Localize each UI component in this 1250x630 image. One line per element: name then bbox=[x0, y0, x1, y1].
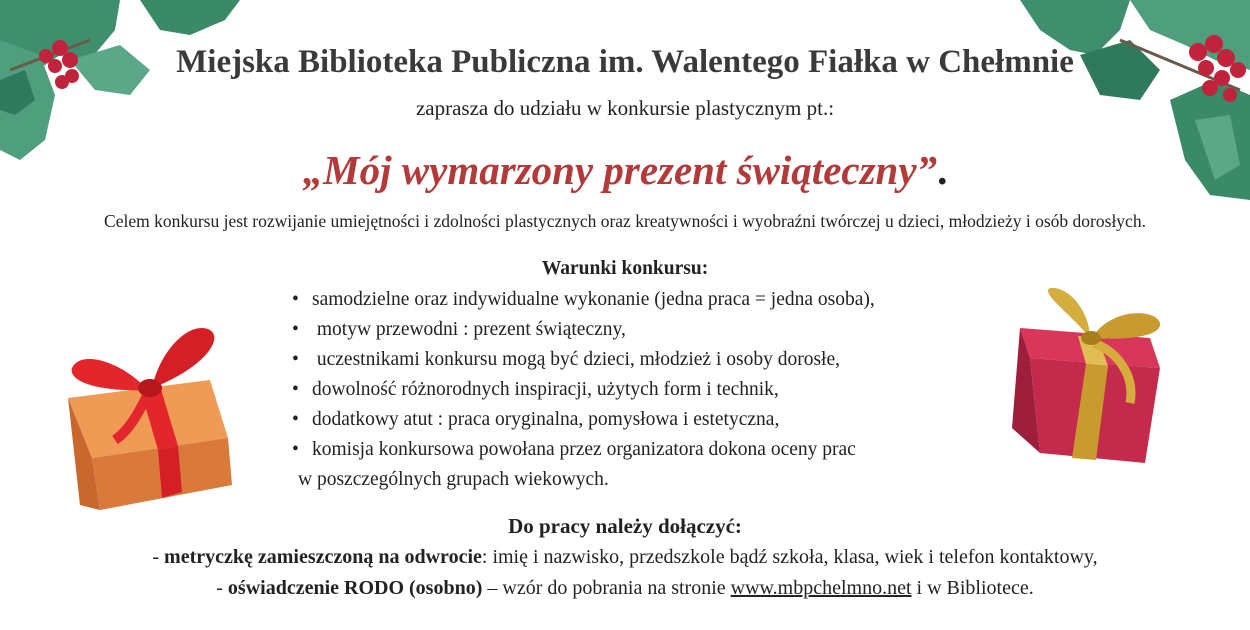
invite-line: zaprasza do udziału w konkursie plastycznym pt.: bbox=[415, 96, 835, 120]
list-item-continuation: w poszczególnych grupach wiekowych. bbox=[298, 469, 609, 490]
list-item-text: komisja konkursowa powołana przez organizatora dokona oceny prac bbox=[312, 439, 856, 460]
attachment-metryczka bbox=[0, 546, 1250, 569]
website-link[interactable]: www.mbpchelmno.net bbox=[730, 577, 912, 599]
bullet-icon: • bbox=[292, 439, 299, 460]
attachment-rodo-bold: oświadczenie RODO (osobno) bbox=[227, 577, 483, 599]
attachment-metryczka-bold: metryczkę zamieszczoną na odwrocie bbox=[164, 546, 482, 568]
list-item-text: samodzielne oraz indywidualne wykonanie (jedna praca = jedna osoba), bbox=[312, 289, 875, 310]
attachment-metryczka-text: : imię i nazwisko, przedszkole bądź szkoła, klasa, wiek i telefon kontaktowy, bbox=[481, 546, 1098, 568]
gift-box-orange-icon bbox=[60, 320, 240, 510]
list-item bbox=[292, 376, 875, 406]
conditions-list bbox=[292, 286, 875, 496]
conditions-heading: Warunki konkursu: bbox=[541, 258, 709, 279]
list-item bbox=[292, 286, 875, 316]
library-title: Miejska Biblioteka Publiczna im. Walentego Fiałka w Chełmnie bbox=[176, 44, 1074, 80]
attachment-dash: - bbox=[152, 546, 165, 568]
list-item bbox=[292, 406, 875, 436]
bullet-icon: • bbox=[292, 379, 299, 400]
list-item-text: motyw przewodni : prezent świąteczny, bbox=[312, 319, 626, 340]
contest-goal: Celem konkursu jest rozwijanie umiejętności i zdolności plastycznych oraz kreatywności i wyobraźni twórczej u dzieci, młodzieży i osób dorosłych. bbox=[104, 211, 1146, 231]
list-item-text: uczestnikami konkursu mogą być dzieci, młodzież i osoby dorosłe, bbox=[312, 349, 840, 370]
list-item-text: dowolność różnorodnych inspiracji, użytych form i technik, bbox=[312, 379, 779, 400]
bullet-icon: • bbox=[292, 349, 299, 370]
attachment-dash: - bbox=[216, 577, 228, 599]
attachment-rodo-text: – wzór do pobrania na stronie bbox=[482, 577, 731, 599]
bullet-icon: • bbox=[292, 289, 299, 310]
list-item bbox=[292, 436, 875, 466]
attachment-rodo-end: i w Bibliotece. bbox=[911, 577, 1034, 599]
contest-title-text: „Mój wymarzony prezent świąteczny” bbox=[302, 147, 938, 193]
list-item-text: dodatkowy atut : praca oryginalna, pomysłowa i estetyczna, bbox=[312, 409, 780, 430]
bullet-icon: • bbox=[292, 409, 299, 430]
contest-title bbox=[0, 146, 1250, 194]
gift-box-red-icon bbox=[1000, 288, 1175, 468]
attachments-heading: Do pracy należy dołączyć: bbox=[508, 514, 742, 538]
contest-title-dot: . bbox=[937, 147, 948, 193]
attachment-rodo bbox=[0, 577, 1250, 600]
list-item bbox=[292, 316, 875, 346]
holly-icon bbox=[0, 0, 240, 170]
bullet-icon: • bbox=[292, 319, 299, 340]
list-item bbox=[292, 346, 875, 376]
